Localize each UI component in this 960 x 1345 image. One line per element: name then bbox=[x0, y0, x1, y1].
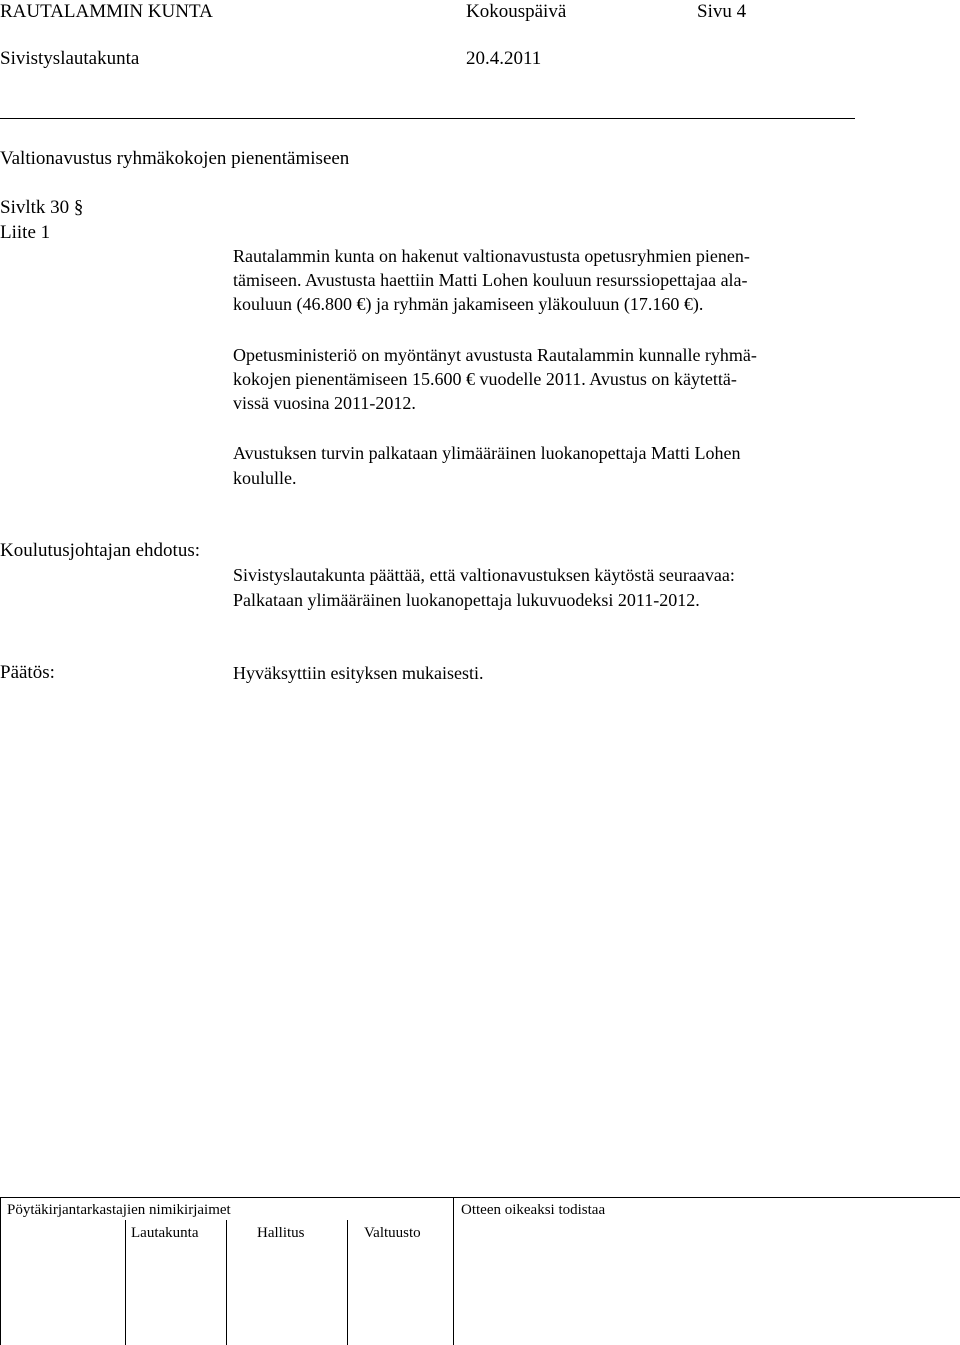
proposal-line-1: Sivistyslautakunta päättää, että valtionavustuksen käytöstä seuraavaa: bbox=[233, 565, 735, 585]
paragraph-3-line-2: koululle. bbox=[233, 468, 297, 488]
proposal-label: Koulutusjohtajan ehdotus: bbox=[0, 540, 201, 561]
municipality-name: RAUTALAMMIN KUNTA bbox=[0, 1, 213, 22]
paragraph-1-line-1: Rautalammin kunta on hakenut valtionavustusta opetusryhmien pienen- bbox=[233, 246, 750, 266]
footer-col2-left-border bbox=[226, 1220, 227, 1345]
signature-hallitus: Hallitus bbox=[257, 1225, 305, 1241]
signatures-label: Pöytäkirjantarkastajien nimikirjaimet bbox=[7, 1202, 231, 1218]
proposal-line-2: Palkataan ylimääräinen luokanopettaja lukuvuodeksi 2011-2012. bbox=[233, 590, 700, 610]
item-reference: Sivltk 30 § bbox=[0, 197, 84, 218]
meeting-day-label: Kokouspäivä bbox=[466, 1, 567, 22]
footer-left-border bbox=[0, 1197, 1, 1345]
footer-divider bbox=[0, 1197, 960, 1198]
meeting-date: 20.4.2011 bbox=[466, 48, 542, 69]
footer-column-divider bbox=[453, 1197, 454, 1345]
header-divider bbox=[0, 118, 855, 119]
paragraph-2-line-3: vissä vuosina 2011-2012. bbox=[233, 393, 416, 413]
signature-lautakunta: Lautakunta bbox=[131, 1225, 199, 1241]
page-number: Sivu 4 bbox=[697, 1, 747, 22]
signature-valtuusto: Valtuusto bbox=[364, 1225, 421, 1241]
footer-col3-left-border bbox=[347, 1220, 348, 1345]
decision-text: Hyväksyttiin esityksen mukaisesti. bbox=[233, 663, 484, 683]
attachment-label: Liite 1 bbox=[0, 222, 51, 243]
paragraph-1-line-3: kouluun (46.800 €) ja ryhmän jakamiseen yläkouluun (17.160 €). bbox=[233, 294, 704, 314]
paragraph-2-line-1: Opetusministeriö on myöntänyt avustusta Rautalammin kunnalle ryhmä- bbox=[233, 345, 757, 365]
paragraph-3-line-1: Avustuksen turvin palkataan ylimääräinen luokanopettaja Matti Lohen bbox=[233, 443, 741, 463]
paragraph-2-line-2: kokojen pienentämiseen 15.600 € vuodelle 2011. Avustus on käytettä- bbox=[233, 369, 737, 389]
paragraph-1-line-2: tämiseen. Avustusta haettiin Matti Lohen kouluun resurssiopettajaa ala- bbox=[233, 270, 748, 290]
board-name: Sivistyslautakunta bbox=[0, 48, 140, 69]
item-title: Valtionavustus ryhmäkokojen pienentämiseen bbox=[0, 148, 350, 169]
decision-label: Päätös: bbox=[0, 662, 55, 683]
certified-label: Otteen oikeaksi todistaa bbox=[461, 1202, 606, 1218]
footer-col1-left-border bbox=[125, 1220, 126, 1345]
